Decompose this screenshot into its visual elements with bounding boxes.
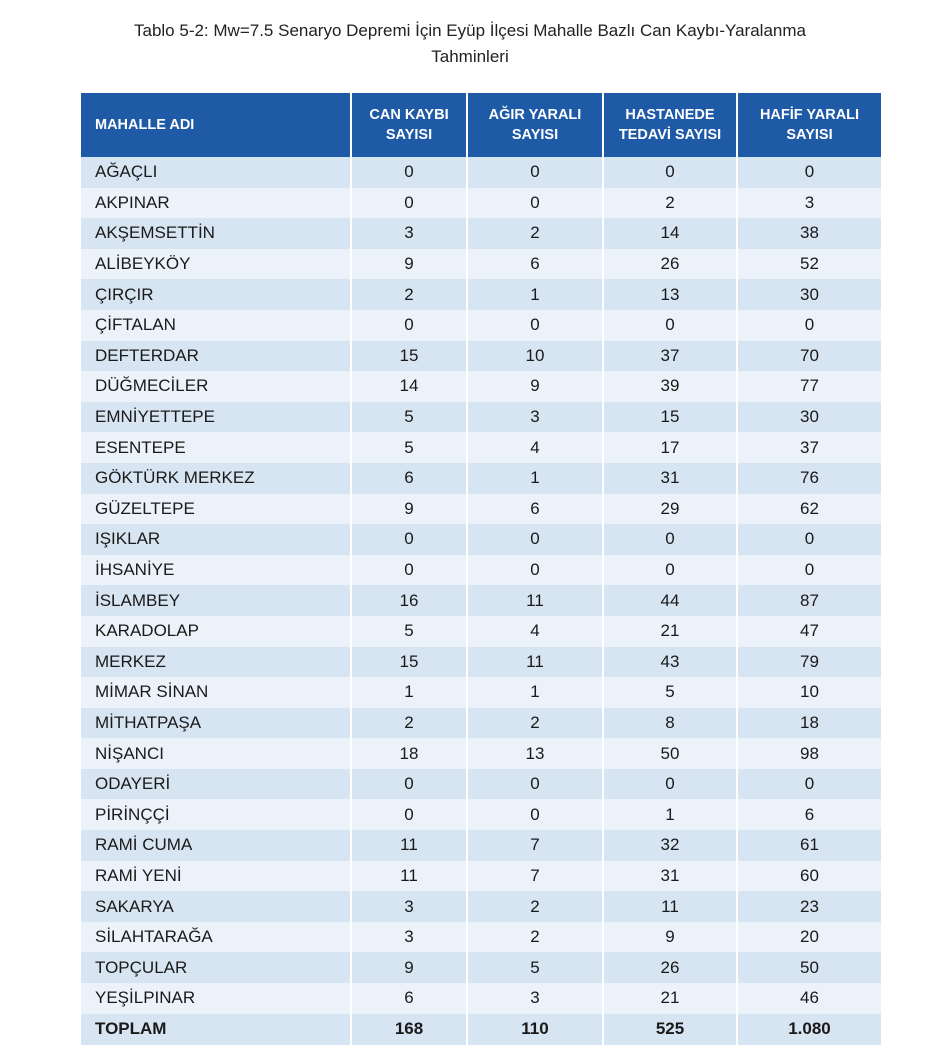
cell-hastanede-tedavi: 0 [603, 555, 737, 586]
cell-mahalle-adi: ALİBEYKÖY [95, 254, 191, 274]
cell-agir-yarali: 3 [467, 402, 603, 433]
cell-mahalle-adi: DEFTERDAR [95, 345, 199, 365]
cell-hafif-yarali: 46 [737, 983, 881, 1014]
cell-mahalle-adi: IŞIKLAR [95, 529, 161, 549]
table-header [81, 93, 881, 157]
cell-mahalle-adi: TOPÇULAR [95, 957, 188, 977]
table-row [81, 891, 881, 922]
header-text-line1: HAFİF YARALI [759, 107, 860, 123]
cell-hafif-yarali: 98 [737, 738, 881, 769]
cell-mahalle-adi: PİRİNÇÇİ [95, 804, 170, 824]
cell-hafif-yarali: 0 [737, 310, 881, 341]
cell-hastanede-tedavi: 0 [603, 524, 737, 555]
cell-agir-yarali: 13 [467, 738, 603, 769]
cell-mahalle-adi: İHSANİYE [95, 560, 175, 580]
cell-can-kaybi: 5 [351, 402, 467, 433]
header-text-line1: CAN KAYBI [369, 107, 449, 123]
header-text-line1: HASTANEDE [625, 107, 715, 123]
cell-hastanede-tedavi: 0 [603, 310, 737, 341]
cell-can-kaybi: 3 [351, 922, 467, 953]
cell-hafif-yarali: 79 [737, 647, 881, 678]
cell-can-kaybi: 0 [351, 310, 467, 341]
cell-can-kaybi: 6 [351, 463, 467, 494]
cell-mahalle-adi: DÜĞMECİLER [95, 376, 209, 396]
cell-agir-yarali: 0 [467, 157, 603, 188]
cell-hafif-yarali: 18 [737, 708, 881, 739]
cell-agir-yarali: 0 [467, 799, 603, 830]
table-caption [60, 18, 880, 70]
cell-hafif-yarali: 3 [737, 188, 881, 219]
cell-agir-yarali: 7 [467, 861, 603, 892]
total-hafif-yarali: 1.080 [737, 1014, 881, 1045]
cell-mahalle-adi: KARADOLAP [95, 621, 199, 641]
cell-hafif-yarali: 76 [737, 463, 881, 494]
header-text-line2: SAYISI [511, 127, 559, 143]
cell-agir-yarali: 5 [467, 952, 603, 983]
cell-mahalle-adi: GÜZELTEPE [95, 498, 195, 518]
cell-hastanede-tedavi: 9 [603, 922, 737, 953]
cell-hastanede-tedavi: 15 [603, 402, 737, 433]
cell-hastanede-tedavi: 26 [603, 952, 737, 983]
cell-mahalle-adi: RAMİ CUMA [95, 835, 193, 855]
table-row [81, 983, 881, 1014]
cell-agir-yarali: 11 [467, 647, 603, 678]
table-row [81, 830, 881, 861]
cell-can-kaybi: 3 [351, 891, 467, 922]
cell-agir-yarali: 11 [467, 585, 603, 616]
cell-hafif-yarali: 23 [737, 891, 881, 922]
cell-mahalle-adi: YEŞİLPINAR [95, 988, 196, 1008]
table-body [81, 157, 881, 1014]
cell-can-kaybi: 0 [351, 769, 467, 800]
cell-mahalle-adi: SAKARYA [95, 896, 174, 916]
cell-hastanede-tedavi: 8 [603, 708, 737, 739]
total-hastanede-tedavi: 525 [603, 1014, 737, 1045]
cell-can-kaybi: 0 [351, 799, 467, 830]
cell-hafif-yarali: 0 [737, 157, 881, 188]
cell-hafif-yarali: 52 [737, 249, 881, 280]
caption-line-2: Tahminleri [431, 47, 509, 66]
cell-can-kaybi: 2 [351, 708, 467, 739]
table-row [81, 249, 881, 280]
cell-can-kaybi: 1 [351, 677, 467, 708]
cell-can-kaybi: 5 [351, 432, 467, 463]
cell-mahalle-adi: MİMAR SİNAN [95, 682, 209, 702]
cell-hastanede-tedavi: 50 [603, 738, 737, 769]
cell-hafif-yarali: 0 [737, 555, 881, 586]
cell-can-kaybi: 14 [351, 371, 467, 402]
cell-agir-yarali: 1 [467, 279, 603, 310]
caption-line-1: Tablo 5-2: Mw=7.5 Senaryo Depremi İçin Eyüp İlçesi Mahalle Bazlı Can Kaybı-Yaralanma [134, 21, 806, 40]
cell-agir-yarali: 0 [467, 188, 603, 219]
header-text-line2: TEDAVİ SAYISI [618, 127, 722, 143]
cell-can-kaybi: 2 [351, 279, 467, 310]
cell-hafif-yarali: 20 [737, 922, 881, 953]
cell-mahalle-adi: NİŞANCI [95, 743, 164, 763]
cell-agir-yarali: 3 [467, 983, 603, 1014]
cell-agir-yarali: 4 [467, 432, 603, 463]
table-row [81, 799, 881, 830]
cell-agir-yarali: 7 [467, 830, 603, 861]
cell-hastanede-tedavi: 5 [603, 677, 737, 708]
cell-agir-yarali: 0 [467, 555, 603, 586]
table-row [81, 861, 881, 892]
table-row [81, 647, 881, 678]
cell-hastanede-tedavi: 21 [603, 616, 737, 647]
cell-agir-yarali: 10 [467, 341, 603, 372]
cell-hastanede-tedavi: 1 [603, 799, 737, 830]
cell-can-kaybi: 0 [351, 157, 467, 188]
cell-mahalle-adi: AĞAÇLI [95, 162, 158, 182]
total-can-kaybi: 168 [351, 1014, 467, 1045]
cell-hastanede-tedavi: 44 [603, 585, 737, 616]
cell-agir-yarali: 4 [467, 616, 603, 647]
header-can-kaybi [351, 93, 467, 157]
table-row [81, 157, 881, 188]
cell-mahalle-adi: ODAYERİ [95, 774, 171, 794]
cell-mahalle-adi: AKŞEMSETTİN [95, 223, 215, 243]
table-row [81, 524, 881, 555]
cell-agir-yarali: 2 [467, 708, 603, 739]
cell-can-kaybi: 5 [351, 616, 467, 647]
cell-hafif-yarali: 62 [737, 494, 881, 525]
table-row [81, 218, 881, 249]
table-row [81, 677, 881, 708]
header-agir-yarali [467, 93, 603, 157]
cell-hastanede-tedavi: 31 [603, 463, 737, 494]
total-label: TOPLAM [95, 1019, 167, 1039]
cell-agir-yarali: 6 [467, 249, 603, 280]
cell-mahalle-adi: SİLAHTARAĞA [95, 927, 213, 947]
cell-mahalle-adi: AKPINAR [95, 192, 170, 212]
cell-agir-yarali: 1 [467, 677, 603, 708]
cell-hafif-yarali: 10 [737, 677, 881, 708]
cell-hastanede-tedavi: 13 [603, 279, 737, 310]
cell-hafif-yarali: 0 [737, 769, 881, 800]
table-row [81, 585, 881, 616]
cell-can-kaybi: 3 [351, 218, 467, 249]
table-row [81, 402, 881, 433]
cell-hafif-yarali: 50 [737, 952, 881, 983]
cell-agir-yarali: 2 [467, 218, 603, 249]
table-row [81, 463, 881, 494]
table-row [81, 769, 881, 800]
header-text-line2: SAYISI [385, 127, 433, 143]
table-row [81, 371, 881, 402]
cell-can-kaybi: 18 [351, 738, 467, 769]
cell-hafif-yarali: 77 [737, 371, 881, 402]
cell-hastanede-tedavi: 39 [603, 371, 737, 402]
cell-can-kaybi: 11 [351, 830, 467, 861]
table-row [81, 616, 881, 647]
table-row [81, 310, 881, 341]
cell-can-kaybi: 6 [351, 983, 467, 1014]
cell-hafif-yarali: 30 [737, 279, 881, 310]
cell-agir-yarali: 2 [467, 922, 603, 953]
cell-can-kaybi: 9 [351, 249, 467, 280]
table-row [81, 738, 881, 769]
cell-hafif-yarali: 61 [737, 830, 881, 861]
cell-mahalle-adi: ESENTEPE [95, 437, 186, 457]
table-row [81, 494, 881, 525]
cell-can-kaybi: 16 [351, 585, 467, 616]
cell-mahalle-adi: ÇİFTALAN [95, 315, 176, 335]
cell-hafif-yarali: 0 [737, 524, 881, 555]
table-row [81, 432, 881, 463]
table-row [81, 708, 881, 739]
cell-hastanede-tedavi: 26 [603, 249, 737, 280]
cell-hafif-yarali: 70 [737, 341, 881, 372]
cell-hafif-yarali: 38 [737, 218, 881, 249]
cell-agir-yarali: 6 [467, 494, 603, 525]
header-mahalle-adi [81, 93, 351, 157]
table-row [81, 555, 881, 586]
table-footer [81, 1014, 881, 1045]
cell-mahalle-adi: MİTHATPAŞA [95, 712, 202, 732]
cell-agir-yarali: 0 [467, 524, 603, 555]
header-hastanede-tedavi [603, 93, 737, 157]
cell-hastanede-tedavi: 0 [603, 769, 737, 800]
cell-can-kaybi: 0 [351, 188, 467, 219]
header-text-line1: MAHALLE ADI [95, 117, 195, 133]
cell-mahalle-adi: ÇIRÇIR [95, 284, 154, 304]
cell-hastanede-tedavi: 11 [603, 891, 737, 922]
cell-hafif-yarali: 37 [737, 432, 881, 463]
total-row [81, 1014, 881, 1045]
cell-mahalle-adi: MERKEZ [95, 651, 166, 671]
header-hafif-yarali [737, 93, 881, 157]
cell-agir-yarali: 2 [467, 891, 603, 922]
cell-hastanede-tedavi: 2 [603, 188, 737, 219]
header-row [81, 93, 881, 157]
cell-hastanede-tedavi: 14 [603, 218, 737, 249]
table-row [81, 188, 881, 219]
cell-can-kaybi: 11 [351, 861, 467, 892]
cell-hafif-yarali: 30 [737, 402, 881, 433]
cell-hafif-yarali: 87 [737, 585, 881, 616]
cell-can-kaybi: 0 [351, 555, 467, 586]
table-row [81, 279, 881, 310]
header-text-line2: SAYISI [786, 127, 833, 143]
casualty-table [81, 93, 881, 1045]
cell-hastanede-tedavi: 29 [603, 494, 737, 525]
header-text-line1: AĞIR YARALI [488, 107, 582, 123]
cell-hastanede-tedavi: 37 [603, 341, 737, 372]
cell-mahalle-adi: İSLAMBEY [95, 590, 181, 610]
cell-mahalle-adi: RAMİ YENİ [95, 865, 182, 885]
table-row [81, 341, 881, 372]
cell-hastanede-tedavi: 31 [603, 861, 737, 892]
table-row [81, 952, 881, 983]
total-agir-yarali: 110 [467, 1014, 603, 1045]
cell-hafif-yarali: 60 [737, 861, 881, 892]
cell-mahalle-adi: GÖKTÜRK MERKEZ [95, 468, 255, 488]
cell-can-kaybi: 0 [351, 524, 467, 555]
cell-can-kaybi: 15 [351, 647, 467, 678]
cell-can-kaybi: 9 [351, 952, 467, 983]
cell-hafif-yarali: 6 [737, 799, 881, 830]
cell-agir-yarali: 0 [467, 769, 603, 800]
cell-mahalle-adi: EMNİYETTEPE [95, 407, 215, 427]
cell-hastanede-tedavi: 17 [603, 432, 737, 463]
cell-can-kaybi: 9 [351, 494, 467, 525]
cell-agir-yarali: 1 [467, 463, 603, 494]
cell-can-kaybi: 15 [351, 341, 467, 372]
cell-agir-yarali: 0 [467, 310, 603, 341]
table-row [81, 922, 881, 953]
cell-agir-yarali: 9 [467, 371, 603, 402]
cell-hastanede-tedavi: 43 [603, 647, 737, 678]
cell-hastanede-tedavi: 21 [603, 983, 737, 1014]
cell-hafif-yarali: 47 [737, 616, 881, 647]
cell-hastanede-tedavi: 32 [603, 830, 737, 861]
cell-hastanede-tedavi: 0 [603, 157, 737, 188]
